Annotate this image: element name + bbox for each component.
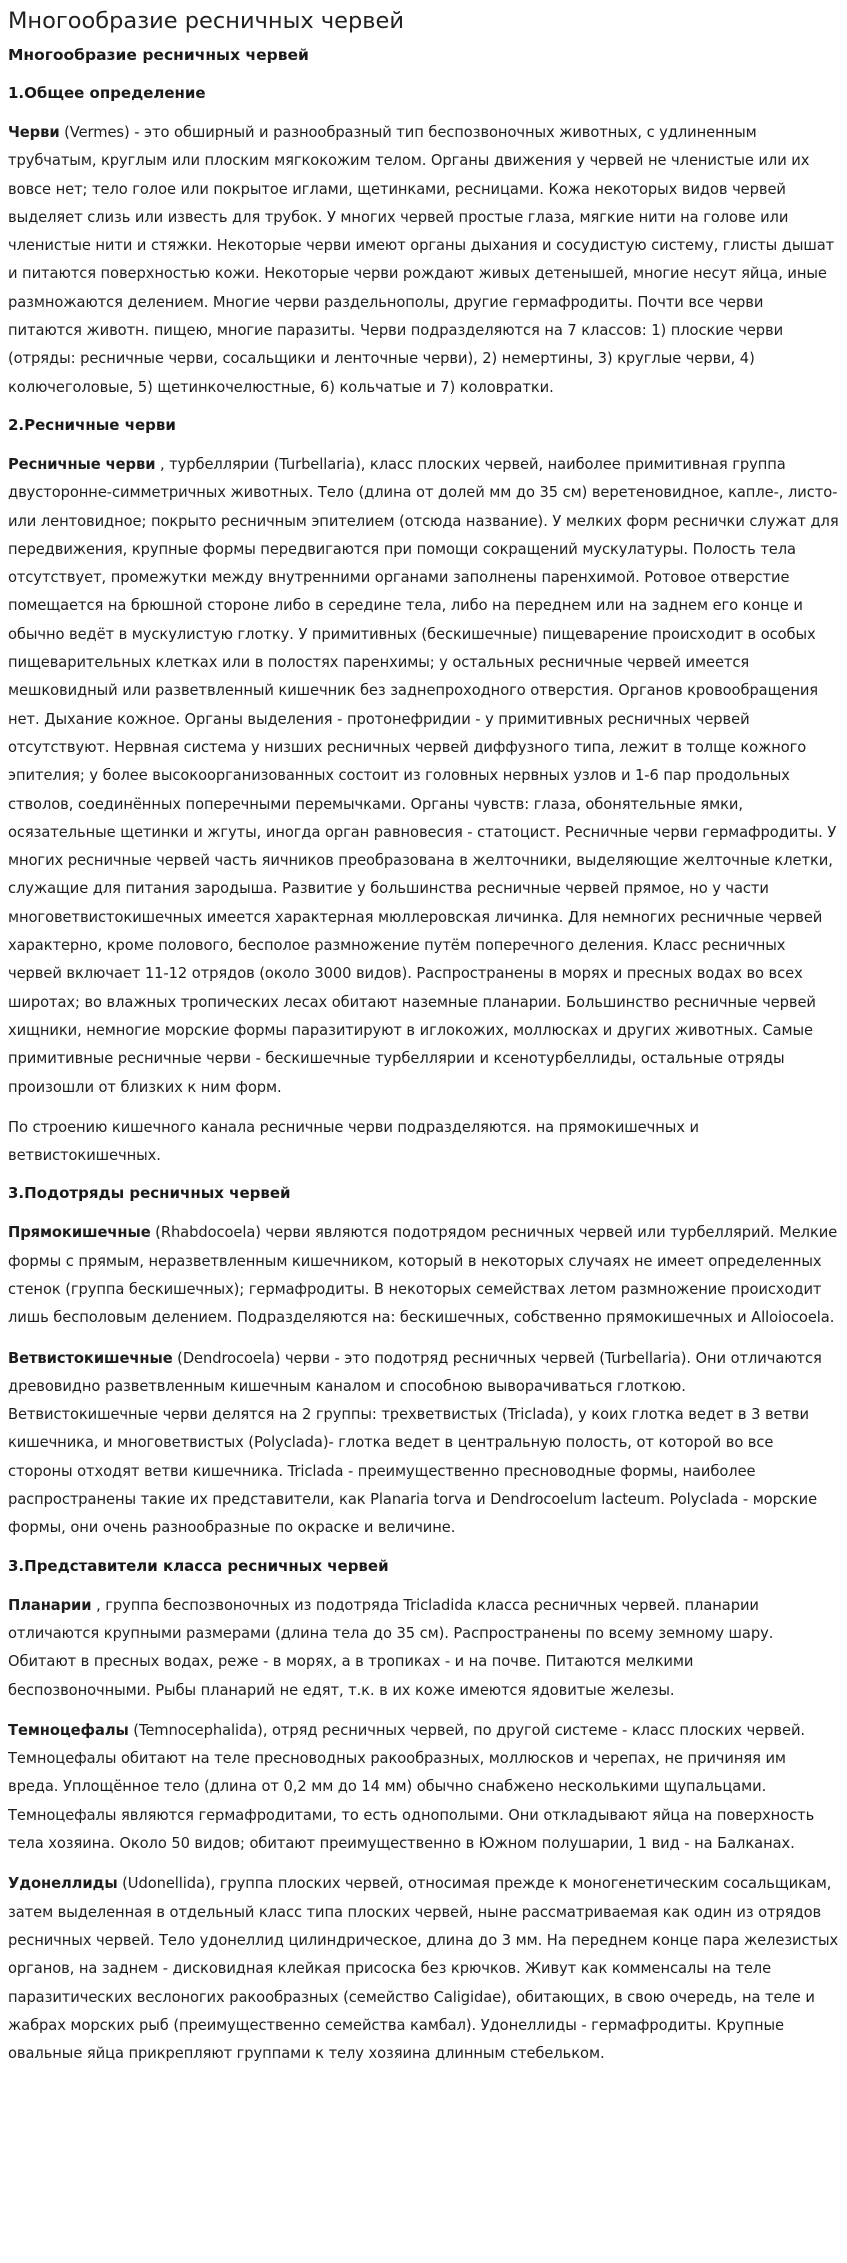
term-worms: Черви [8, 124, 60, 141]
section-title-general-definition: 1.Общее определение [8, 84, 206, 102]
term-ciliated-worms: Ресничные черви [8, 455, 156, 473]
paragraph-text: (Temnocephalida), отряд ресничных червей, по другой системе - класс плоских червей. Темноцефалы обитают на теле пресноводных ракообразных, моллюсков и черепах, не причиняя им вреда. Уплощённое тело (длина от 0,2 мм до 14 мм) обычно снабжено несколькими щупальцами. Темноцефалы являются гермафродитами, то есть однополыми. Они откладывают яйца на поверхность тела хозяина. Около 50 видов; обитают преимущественно в Южном полушарии, 1 вид - на Балканах. [8, 1721, 815, 1853]
term-temnocephalida: Темноцефалы [8, 1721, 129, 1739]
paragraph-text: (Dendrocoela) черви - это подотряд ресничных червей (Turbellaria). Они отличаются древовидно разветвленным кишечным каналом и способною выворачиваться глоткою. Ветвистокишечные черви делятся на 2 группы: трехветвистых (Triclada), у коих глотка ведет в 3 ветви кишечника, и многоветвистых (Polyclada)- глотка ведет в центральную полость, от которой во все стороны отходят ветви кишечника. Triclada - преимущественно пресноводные формы, наиболее распространены такие их представители, как Planaria torva и Dendrocoelum lacteum. Polyclada - морские формы, они очень разнообразные по окраске и величине. [8, 1349, 822, 1537]
paragraph-dendrocoela [8, 1345, 839, 1543]
paragraph-text: , турбеллярии (Turbellaria), класс плоских червей, наиболее примитивная группа двусторонне-симметричных животных. Тело (длина от долей мм до 35 см) веретеновидное, капле-, листо- или лентовидное; покрыто ресничным эпителием (отсюда название). У мелких форм реснички служат для передвижения, крупные формы передвигаются при помощи сокращений мускулатуры. Полость тела отсутствует, промежутки между внутренними органами заполнены паренхимой. Ротовое отверстие помещается на брюшной стороне либо в середине тела, либо на переднем или на заднем его конце и обычно ведёт в мускулистую глотку. У примитивных (бескишечные) пищеварение происходит в особых пищеварительных клетках или в полостях паренхимы; у остальных ресничные червей имеется мешковидный или разветвленный кишечник без заднепроходного отверстия. Органов кровообращения нет. Дыхание кожное. Органы выделения - протонефридии - у примитивных ресничных червей отсутствуют. Нервная система у низших ресничных червей диффузного типа, лежит в толще кожного эпителия; у более высокоорганизованных состоит из головных нервных узлов и 1-6 пар продольных стволов, соединённых поперечными перемычками. Органы чувств: глаза, обонятельные ямки, осязательные щетинки и жгуты, иногда орган равновесия - статоцист. Ресничные черви гермафродиты. У многих ресничные червей часть яичников преобразована в желточники, выделяющие желточные клетки, служащие для питания зародыша. Развитие у большинства ресничные червей прямое, но у части многоветвистокишечных имеется характерная мюллеровская личинка. Для немногих ресничные червей характерно, кроме полового, бесполое размножение путём поперечного деления. Класс ресничных червей включает 11-12 отрядов (около 3000 видов). Распространены в морях и пресных водах во всех широтах; во влажных тропических лесах обитают наземные планарии. Большинство ресничные червей хищники, немногие морские формы паразитируют в иглокожих, моллюсках и других животных. Самые примитивные ресничные черви - бескишечные турбеллярии и ксенотурбеллиды, остальные отряды произошли от близких к ним форм. [8, 455, 839, 1096]
paragraph-text: По строению кишечного канала ресничные черви подразделяются. на прямокишечных и ветвистокишечных. [8, 1118, 699, 1165]
term-rhabdocoela: Прямокишечные [8, 1224, 151, 1242]
paragraph-intestine-classification [8, 1114, 839, 1171]
paragraph-planaria [8, 1592, 839, 1705]
section-title-suborders: 3.Подотряды ресничных червей [8, 1184, 291, 1203]
document-heading: Многообразие ресничных червей [8, 46, 309, 64]
term-dendrocoela: Ветвистокишечные [8, 1349, 173, 1367]
paragraph-worms [8, 119, 839, 402]
paragraph-text: (Udonellida), группа плоских червей, относимая прежде к моногенетическим сосальщикам, затем выделенная в отдельный класс типа плоских червей, ныне рассматриваемая как один из отрядов ресничных червей. Тело удонеллид цилиндрическое, длина до 3 мм. На переднем конце пара железистых органов, на заднем - дисковидная клейкая присоска без крючков. Живут как комменсалы на теле паразитических веслоногих ракообразных (семейство Caligidae), обитающих, в свою очередь, на теле и жабрах морских рыб (преимущественно семейства камбал). Удонеллиды - гермафродиты. Крупные овальные яйца прикрепляют группами к телу хозяина длинным стебельком. [8, 1875, 839, 2063]
section-title-ciliated-worms: 2.Ресничные черви [8, 415, 176, 434]
paragraph-udonellida [8, 1870, 839, 2068]
term-udonellida: Удонеллиды [8, 1875, 118, 1893]
term-planaria: Планарии [8, 1596, 92, 1614]
paragraph-rhabdocoela [8, 1219, 839, 1332]
paragraph-ciliated-worms [8, 451, 839, 1102]
section-title-representatives: 3.Представители класса ресничных червей [8, 1556, 389, 1575]
paragraph-text: (Vermes) - это обширный и разнообразный тип беспозвоночных животных, с удлиненным трубчатым, круглым или плоским мягкокожим телом. Органы движения у червей не членистые или их вовсе нет; тело голое или покрытое иглами, щетинками, ресницами. Кожа некоторых видов червей выделяет слизь или известь для трубок. У многих червей простые глаза, мягкие нити на голове или членистые нити и стяжки. Некоторые черви имеют органы дыхания и сосудистую систему, глисты дышат и питаются поверхностью кожи. Некоторые черви рождают живых детенышей, многие несут яйца, иные размножаются делением. Многие черви раздельнополы, другие гермафродиты. Почти все черви питаются животн. пищею, многие паразиты. Черви подразделяются на 7 классов: 1) плоские черви (отряды: ресничные черви, сосальщики и ленточные черви), 2) немертины, 3) круглые черви, 4) колючеголовые, 5) щетинкочелюстные, 6) кольчатые и 7) коловратки. [8, 124, 835, 396]
page-title: Многообразие ресничных червей [8, 8, 404, 34]
paragraph-text: , группа беспозвоночных из подотряда Tricladida класса ресничных червей. планарии отличаются крупными размерами (длина тела до 35 см). Распространены по всему земному шару. Обитают в пресных водах, реже - в морях, а в тропиках - и на почве. Питаются мелкими беспозвоночными. Рыбы планарий не едят, т.к. в их коже имеются ядовитые железы. [8, 1596, 774, 1699]
paragraph-temnocephalida [8, 1717, 839, 1858]
paragraph-text: (Rhabdocoela) черви являются подотрядом ресничных червей или турбеллярий. Мелкие формы с прямым, неразветвленным кишечником, который в некоторых случаях не имеет определенных стенок (группа бескишечных); гермафродиты. В некоторых семействах летом размножение происходит лишь бесполовым делением. Подразделяются на: бескишечных, собственно прямокишечных и Alloiocoela. [8, 1224, 838, 1327]
